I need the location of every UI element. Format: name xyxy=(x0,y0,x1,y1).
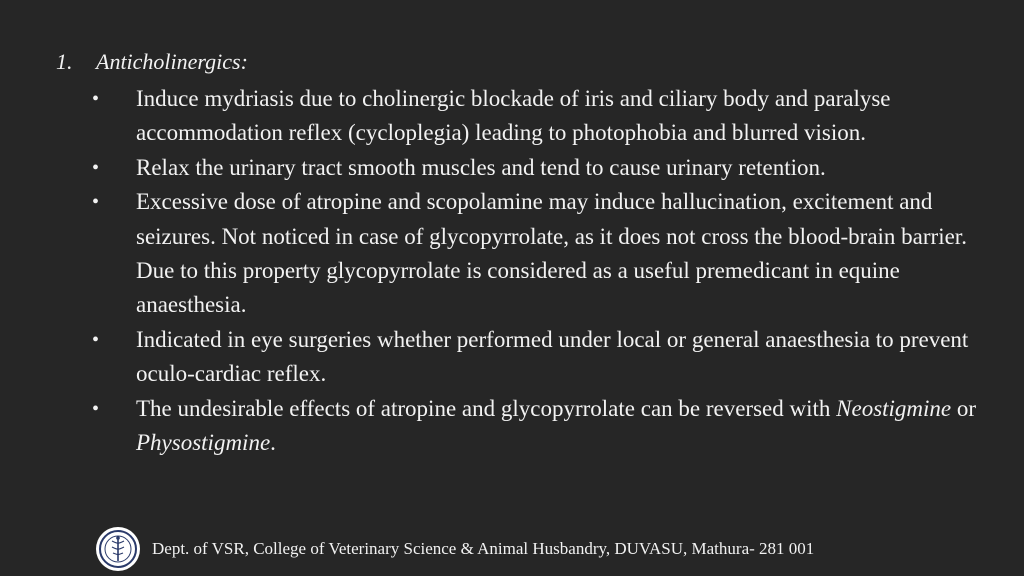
university-seal-icon xyxy=(96,527,140,571)
footer-text: Dept. of VSR, College of Veterinary Science & Animal Husbandry, DUVASU, Mathura- 281 001 xyxy=(152,539,815,558)
bullet-dot: • xyxy=(92,191,100,214)
heading-number: 1. xyxy=(56,49,73,74)
bullet-dot: • xyxy=(92,156,100,179)
bullet-item-eye-surgery xyxy=(88,323,988,392)
bullet-dot: • xyxy=(92,397,100,420)
footer xyxy=(96,525,814,573)
bullet-text: Indicated in eye surgeries whether performed under local or general anaesthesia to prevent oculo-cardiac reflex. xyxy=(136,326,969,387)
bullet-dot: • xyxy=(92,328,100,351)
bullet-item-reversal xyxy=(88,392,988,461)
bullet-item-urinary xyxy=(88,151,988,185)
bullet-joiner: or xyxy=(951,395,977,421)
bullet-text-after: . xyxy=(270,430,276,456)
bullet-text-before: The undesirable effects of atropine and glycopyrrolate can be reversed with xyxy=(136,395,837,421)
bullet-list xyxy=(88,82,988,460)
bullet-item-mydriasis xyxy=(88,82,988,151)
bullet-dot: • xyxy=(92,88,100,110)
bullet-item-overdose xyxy=(88,185,988,323)
section-heading xyxy=(56,48,248,76)
heading-title: Anticholinergics: xyxy=(96,49,248,74)
bullet-text: Relax the urinary tract smooth muscles and tend to cause urinary retention. xyxy=(136,154,826,180)
bullet-text: Induce mydriasis due to cholinergic blockade of iris and ciliary body and paralyse accommodation reflex (cycloplegia) leading to photophobia and blurred vision. xyxy=(136,86,891,146)
bullet-text: Excessive dose of atropine and scopolamine may induce hallucination, excitement and seizures. Not noticed in case of glycopyrrolate, as it does not cross the blood-brain barrier. Due to this property glycopyrrolate is considered as a useful premedicant in equine anaesthesia. xyxy=(136,189,967,318)
drug-neostigmine: Neostigmine xyxy=(836,395,952,421)
drug-physostigmine: Physostigmine xyxy=(136,430,271,456)
